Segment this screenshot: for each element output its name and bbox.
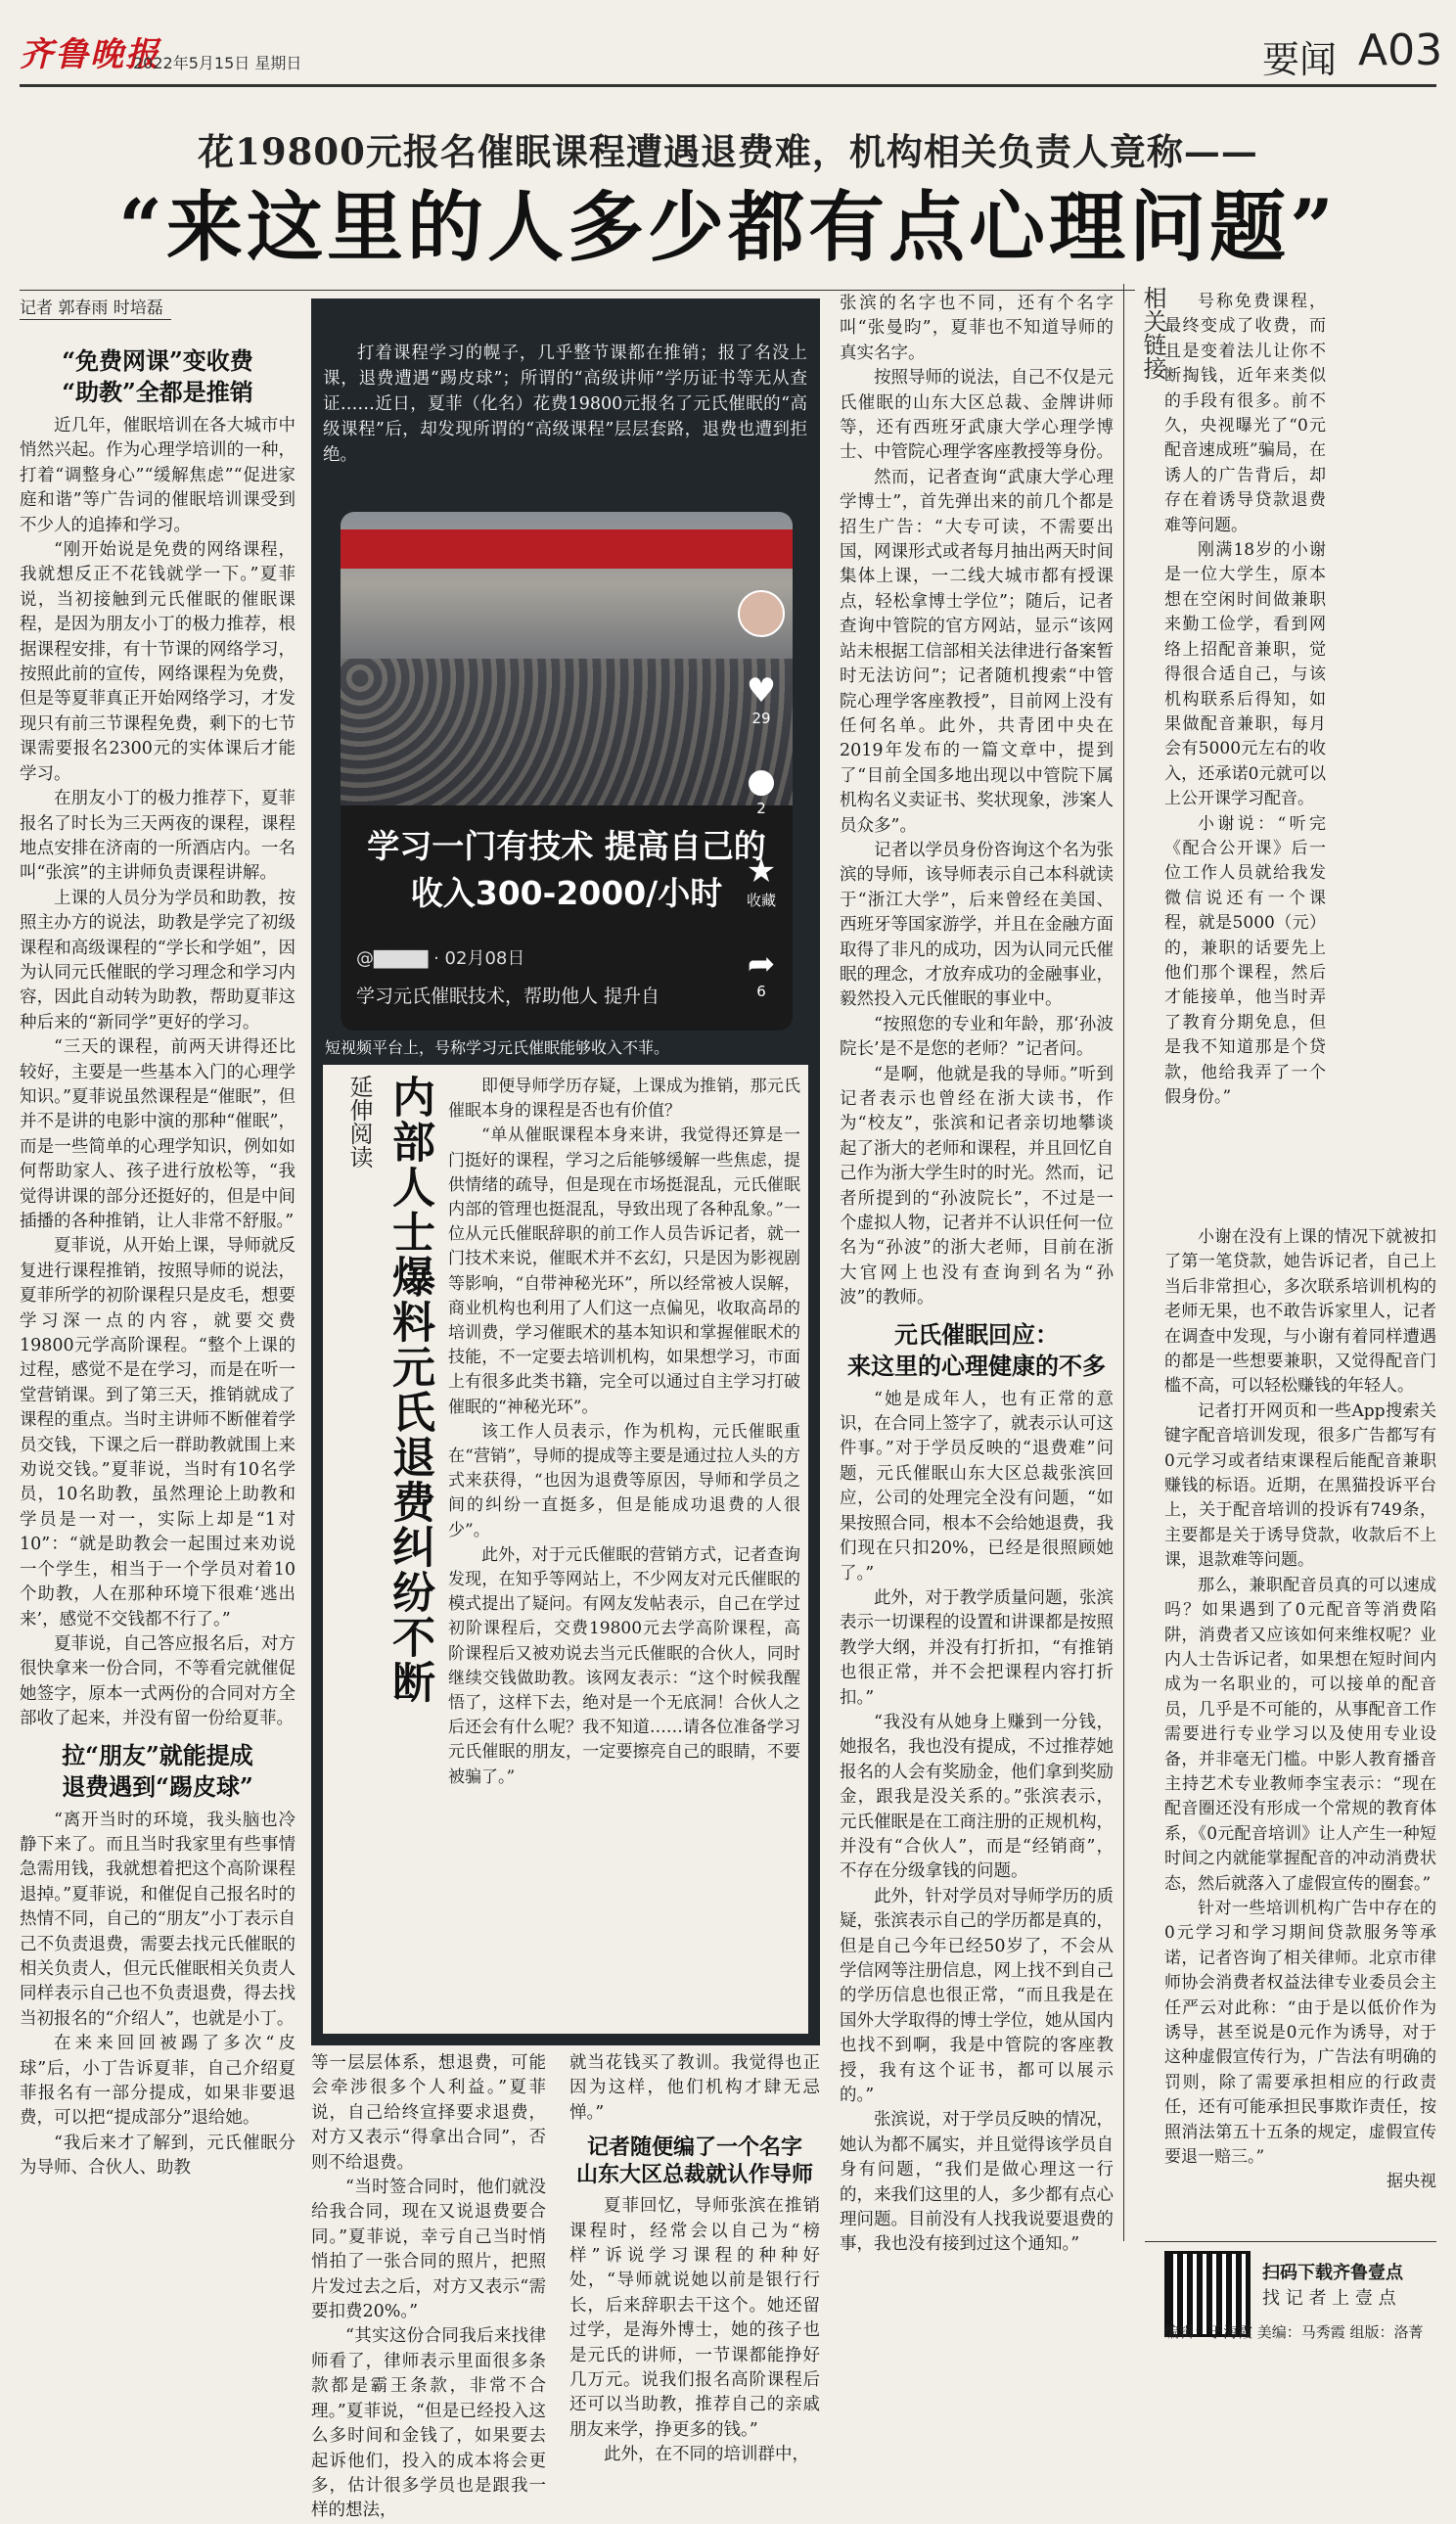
paragraph: 夏菲回忆，导师张滨在推销课程时，经常会以自己为“榜样”诉说学习课程的种种好处，“导师就说她以前是银行行长，后来辞职去干这个。她还留过学，是海外博士，她的孩子也是元氏的讲师，一节课都能挣好几万元。说我们报名高阶课程后还可以当助教，推荐自己的亲戚朋友来学，挣更多的钱。” <box>569 2196 820 2440</box>
subhead-4 <box>840 1319 1114 1382</box>
extended-body <box>448 1075 800 1790</box>
paragraph: 在朋友小丁的极力推荐下，夏菲报名了时长为三天两夜的课程，课程地点安排在济南的一所酒店内。一名叫“张滨”的主讲师负责课程讲解。 <box>20 789 296 884</box>
audience-rows <box>341 659 793 805</box>
paragraph: 等一层层体系，想退费，可能会牵涉很多个人利益。”夏菲说，自己给终宣择要求退费，对方又表示“得拿出合同”，否则不给退费。 <box>311 2053 546 2173</box>
creator-avatar <box>736 590 787 637</box>
paper-logo: 齐鲁晚报 <box>20 35 160 74</box>
video-screenshot <box>341 512 793 1031</box>
subhead-1-line1: “免费网课”变收费 <box>62 346 253 375</box>
paragraph: 然而，记者查询“武康大学心理学博士”，首先弹出来的前几个都是招生广告：“大专可读，不需要出国，网课形式或者每月抽出两天时间集体上课，一二线大城市都有授课点，轻松拿博士学位”；随后，记者查询中管院的官方网站，显示“该网站未根据工信部相关法律进行备案暂时无法访问”；记者随机搜索“中管院心理学客座教授”，目前网上没有任何名单。此外，共青团中央在2019年发布的一篇文章中，提到了“目前全国多地出现以中管院下属机构名义卖证书、奖状现象，涉案人员众多”。 <box>840 467 1114 836</box>
section-name: 要闻 <box>1262 38 1338 81</box>
byline: 记者 郭春雨 时培磊 <box>20 298 163 318</box>
kicker-headline: 花19800元报名催眠课程遭遇退费难，机构相关负责人竟称—— <box>198 130 1258 173</box>
paragraph: 夏菲说，自己答应报名后，对方很快拿来一份合同，不等看完就催促她签字，原本一式两份的合同对方全部收了起来，并没有留一份给夏菲。 <box>20 1633 296 1729</box>
star-icon: ★ <box>746 851 777 891</box>
related-source: 据央视 <box>1387 2172 1436 2192</box>
paragraph: 小谢说：“听完《配合公开课》后一位工作人员就给我发微信说还有一个课程，就是5000（元）的，兼职的话要先上他们那个课程，然后才能接单，他当时弄了教育分期免息，但是我不知道那是个贷款，他给我弄了一个假身份。” <box>1164 813 1326 1107</box>
subhead-2-line2: 退费遇到“踢皮球” <box>62 1771 253 1801</box>
like-count: 29 <box>751 710 771 727</box>
paragraph: 小谢在没有上课的情况下就被扣了第一笔贷款，她告诉记者，自己上当后非常担心，多次联系培训机构的老师无果，也不敢告诉家里人，记者在调查中发现，与小谢有着同样遭遇的都是一些想要兼职，又觉得配音门槛不高，可以轻松赚钱的年轻人。 <box>1164 1227 1436 1397</box>
paragraph: “按照您的专业和年龄，那‘孙波院长’是不是您的老师？”记者问。 <box>840 1014 1114 1060</box>
paragraph: 即便导师学历存疑，上课成为推销，那元氏催眠本身的课程是否也有价值？ <box>448 1077 800 1122</box>
qr-promo <box>1262 2261 1403 2312</box>
qr-line1: 扫码下载齐鲁壹点 <box>1262 2263 1403 2283</box>
paragraph: 夏菲说，从开始上课，导师就反复进行课程推销，按照导师的说法，夏菲所学的初阶课程只是皮毛，想要学习深一点的内容，就要交费19800元学高阶课程。“整个上课的过程，感觉不是在学习，而是在听一堂营销课。到了第三天，推销就成了课程的重点。当时主讲师不断催着学员交钱，下课之后一群助教就围上来劝说交钱。”夏菲说，当时有10名学员，10名助教，虽然理论上助教和学员是一对一，实际上却是“1对10”：“就是助教会一起围过来劝说一个学生，相当于一个学员对着10个助教，人在那种环境下很难‘逃出来’，感觉不交钱都不行了。” <box>20 1236 296 1629</box>
main-headline: “来这里的人多少都有点心理问题” <box>118 183 1338 272</box>
column-3 <box>311 2051 546 2524</box>
paragraph: 张滨说，对于学员反映的情况，她认为都不属实，并且觉得该学员自身有问题，“我们是做心理这一行的，来我们这里的人，多少都有点心理问题。目前没有人找我说要退费的事，我也没有接到过这个通知。” <box>840 2110 1114 2255</box>
paragraph: 此外，对于元氏催眠的营销方式，记者查询发现，在知乎等网站上，不少网友对元氏催眠的模式提出了疑问。有网友发帖表示，自己在学过初阶课程后，交费19800元去学高阶课程，高阶课程后又被劝说去当元氏催眠的合伙人，同时继续交钱做助教。该网友表示：“这个时候我醒悟了，这样下去，绝对是一个无底洞！合伙人之后还会有什么呢？我不知道……请各位准备学习元氏催眠的朋友，一定要擦亮自己的眼睛，不要被骗了。” <box>448 1544 800 1787</box>
qr-line2: 找 记 者 上 壹 点 <box>1262 2288 1396 2309</box>
subhead-2 <box>20 1740 296 1803</box>
heart-icon: ♥ <box>746 671 777 711</box>
related-headline-block <box>1333 286 1456 889</box>
paragraph: “其实这份合同我后来找律师看了，律师表示里面很多条款都是霸王条款，非常不合理。”夏菲说，“但是已经投入这么多时间和金钱了，如果要去起诉他们，投入的成本将会更多，估计很多学员也是跟我一样的想法， <box>311 2326 546 2521</box>
paragraph: 刚满18岁的小谢是一位大学生，原本想在空闲时间做兼职来勤工俭学，看到网络上招配音兼职，觉得很合适自己，与该机构联系后得知，如果做配音兼职，每月会有5000元左右的收入，还承诺0元就可以上公开课学习配音。 <box>1164 540 1326 809</box>
comment-icon: ● <box>747 761 776 801</box>
panel-intro <box>323 341 807 468</box>
paragraph: 此外，在不同的培训群中， <box>604 2445 809 2465</box>
subhead-3-line2: 山东大区总裁就认作导师 <box>575 2162 813 2188</box>
paragraph: “是啊，他就是我的导师。”听到记者表示也曾经在浙大读书，作为“校友”，张滨和记者亲切地攀谈起了浙大的老师和课程，并且回忆自己作为浙大学生时的时光。然而，记者所提到的“孙波院长”，不过是一个虚拟人物，记者并不认识任何一位名为“孙波”的浙大老师，目前在浙大官网上也没有查询到名为“孙波”的教师。 <box>840 1064 1114 1308</box>
paragraph: “离开当时的环境，我头脑也冷静下来了。而且当时我家里有些事情急需用钱，我就想着把这个高阶课程退掉。”夏菲说，和催促自己报名时的热情不同，自己的“朋友”小丁表示自己不负责退费，需要去找元氏催眠的相关负责人，但元氏催眠相关负责人同样表示自己也不负责退费，得去找当初报名的“介绍人”，也就是小丁。 <box>20 1810 296 2029</box>
paragraph: 那么，兼职配音员真的可以速成吗？如果遇到了0元配音等消费陷阱，消费者又应该如何来维权呢？业内人士告诉记者，如果想在短时间内成为一名职业的，可以接单的配音员，几乎是不可能的，从事配音工作需要进行专业学习以及使用专业设备，并非毫无门槛。中影人教育播音主持艺术专业教师李宝表示：“现在配音圈还没有形成一个常规的教育体系，《0元配音培训》让人产生一种短时间之内就能掌握配音的冲动消费状态，然后就落入了虚假宣传的圈套。” <box>1164 1575 1436 1894</box>
editor-credits: 编辑：于海霞 美编：马秀霞 组版：洛菁 <box>1164 2323 1424 2341</box>
subhead-1-line2: “助教”全都是推销 <box>62 378 253 406</box>
column-5 <box>840 292 1114 2337</box>
related-body-narrow <box>1164 290 1326 1110</box>
paragraph: 近几年，催眠培训在各大城市中悄然兴起。作为心理学培训的一种，打着“调整身心”“缓解焦虑”“促进家庭和谐”等广告词的催眠培训课受到不少人的追捧和学习。 <box>20 416 296 535</box>
overlay-line2: 收入300-2000/小时 <box>410 874 723 912</box>
video-author: @▇▇▇▇ · 02月08日 <box>356 948 525 969</box>
panel-intro-text: 打着课程学习的幌子，几乎整节课都在推销；报了名没上课，退费遭遇“踢皮球”；所谓的“高级讲师”学历证书等无从查证……近日，夏菲（化名）花费19800元报名了元氏催眠的“高级课程”后，却发现所谓的“高级课程”层层套路，退费也遭到拒绝。 <box>323 344 807 465</box>
overlay-line1: 学习一门有技术 提高自己的 <box>367 827 766 865</box>
paragraph: 此外，针对学员对导师学历的质疑，张滨表示自己的学历都是真的，但是自己今年已经50岁了，不会从学信网等注册信息，网上找不到自己的学历信息也很正常，“而且我是在国外大学取得的博士学位，她从国内也找不到啊，我是中管院的客座教授，我有这个证书，都可以展示的。” <box>840 1886 1114 2106</box>
stage-banner <box>341 529 793 569</box>
video-overlay-caption <box>341 823 793 917</box>
subhead-3 <box>569 2134 820 2188</box>
paragraph: “单从催眠课程本身来讲，我觉得还算是一门挺好的课程，学习之后能够缓解一些焦虑，提供情绪的疏导，但是现在市场挺混乱，元氏催眠内部的管理也挺混乱，导致出现了各种乱象。”一位从元氏催眠辞职的前工作人员告诉记者，就一门技术来说，催眠术并不玄幻，只是因为影视剧等影响，“自带神秘光环”，所以经常被人误解，商业机构也利用了人们这一点偏见，收取高昂的培训费，学习催眠术的基本知识和掌握催眠术的技能，不一定要去培训机构，如果想学习，市面上有很多此类书籍，完全可以通过自主学习打破催眠的“神秘光环”。 <box>448 1125 800 1417</box>
masthead <box>0 0 1456 82</box>
paragraph: 针对一些培训机构广告中存在的0元学习和学习期间贷款服务等承诺，记者咨询了相关律师。北京市律师协会消费者权益法律专业委员会主任严云对此称：“由于是以低价作为诱导，甚至说是0元作为诱导，对于这种虚假宣传行为，广告法有明确的罚则，除了需要承担相应的行政责任，还有可能承担民事欺诈责任，按照消法第五十五条的规定，虚假宣传要退一赔三。” <box>1164 1898 1436 2168</box>
comment-counter <box>736 762 787 817</box>
page-number: A03 <box>1358 25 1443 75</box>
paragraph: “三天的课程，前两天讲得还比较好，主要是一些基本入门的心理学知识。”夏菲说虽然课程是“催眠”，但并不是讲的电影中演的那种“催眠”，而是一些简单的心理学知识，例如如何帮助家人、孩子进行放松等，“我觉得讲课的部分还挺好的，但是中间插播的各种推销，让人非常不舒服。” <box>20 1037 296 1231</box>
paragraph: 就当花钱买了教训。我觉得也正因为这样，他们机构才肆无忌惮。” <box>569 2053 820 2123</box>
column-1 <box>20 338 296 2181</box>
paragraph: 号称免费课程，最终变成了收费，而且是变着法儿让你不断掏钱，近年来类似的手段有很多。前不久，央视曝光了“0元配音速成班”骗局，在诱人的广告背后，却存在着诱导贷款退费难等问题。 <box>1164 292 1326 535</box>
paragraph: 张滨的名字也不同，还有个名字叫“张曼昀”，夏菲也不知道导师的真实名字。 <box>840 294 1114 363</box>
subhead-3-line1: 记者随便编了一个名字 <box>586 2134 802 2161</box>
byline-rule <box>20 319 171 320</box>
avatar <box>738 590 785 637</box>
paragraph: 在来来回回被踢了多次“皮球”后，小丁告诉夏菲，自己介绍夏菲报名有一部分提成，如果非要退费，可以把“提成部分”退给她。 <box>20 2034 296 2129</box>
column-4 <box>569 2051 820 2468</box>
subhead-2-line1: 拉“朋友”就能提成 <box>62 1740 253 1769</box>
extended-label: 延伸阅读 <box>345 1075 373 1169</box>
like-counter <box>736 672 787 727</box>
related-label: 相关链接 <box>1139 286 1166 380</box>
header-rule <box>20 84 1436 87</box>
extended-headline: 内部人士爆料元氏退费纠纷不断 <box>385 1075 434 1705</box>
paragraph: “我后来才了解到，元氏催眠分为导师、合伙人、助教 <box>20 2133 296 2179</box>
headline-rule <box>20 290 1135 291</box>
column-divider <box>1123 284 1124 2241</box>
paragraph: “刚开始说是免费的网络课程，我就想反正不花钱就学一下。”夏菲说，当初接触到元氏催眠的催眠课程，是因为朋友小丁的极力推荐，根据课程安排，有十节课的网络学习，按照此前的宣传，网络课程为免费，但是等夏菲真正开始网络学习，才发现只有前三节课程免费，剩下的七节课需要报名2300元的实体课后才能学习。 <box>20 540 296 784</box>
video-description: 学习元氏催眠技术，帮助他人 提升自 <box>356 986 660 1007</box>
paragraph: 记者打开网页和一些App搜索关键字配音培训发现，很多广告都写有0元学习或者结束课程后能配音兼职赚钱的标语。近期，在黑猫投诉平台上，关于配音培训的投诉有749条，主要都是关于诱导贷款，收款后不上课，退款难等问题。 <box>1164 1400 1436 1571</box>
subhead-4-line2: 来这里的心理健康的不多 <box>847 1351 1106 1380</box>
paragraph: 此外，对于教学质量问题，张滨表示一切课程的设置和讲课都是按照教学大纲，并没有打折扣，“有推销也很正常，并不会把课程内容打折扣。” <box>840 1587 1114 1708</box>
paragraph: 按照导师的说法，自己不仅是元氏催眠的山东大区总裁、金牌讲师等，还有西班牙武康大学心理学博士、中管院心理学客座教授等身份。 <box>840 368 1114 463</box>
related-body-wide <box>1164 1225 1436 2195</box>
paragraph: “我没有从她身上赚到一分钱，她报名，我也没有提成，不过推荐她报名的人会有奖励金，他们拿到奖励金，跟我是没关系的。”张滨表示，元氏催眠是在工商注册的正规机构，并没有“合伙人”，而是“经销商”，不存在分级拿钱的问题。 <box>840 1712 1114 1882</box>
favorite-label: 收藏 <box>746 892 776 909</box>
paragraph: “当时签合同时，他们就没给我合同，现在又说退费要合同。”夏菲说，幸亏自己当时悄悄拍了一张合同的照片，把照片发过去之后，对方又表示“需要扣费20%。” <box>311 2178 546 2322</box>
paragraph: 记者以学员身份咨询这个名为张滨的导师，该导师表示自己本科就读于“浙江大学”，后来曾经在美国、西班牙等国家游学，并且在金融方面取得了非凡的成功，因为认同元氏催眠的理念，才放弃成功的金融事业，毅然投入元氏催眠的事业中。 <box>840 840 1114 1010</box>
share-arrow-icon: ➦ <box>747 944 776 984</box>
video-side-icons <box>736 590 787 1031</box>
subhead-4-line1: 元氏催眠回应： <box>894 1319 1059 1349</box>
photo-caption: 短视频平台上，号称学习元氏催眠能够收入不菲。 <box>325 1038 670 1057</box>
footer-rule <box>1145 2241 1436 2242</box>
share-counter <box>736 945 787 1000</box>
subhead-1 <box>20 345 296 408</box>
paragraph: 该工作人员表示，作为机构，元氏催眠重在“营销”，导师的提成等主要是通过拉人头的方式来获得，“也因为退费等原因，导师和学员之间的纠纷一直挺多，但是能成功退费的人很少”。 <box>448 1421 800 1540</box>
share-count: 6 <box>756 983 766 1000</box>
issue-date: 2022年5月15日 星期日 <box>133 54 302 72</box>
paragraph: “她是成年人，也有正常的意识，在合同上签字了，就表示认可这件事。”对于学员反映的“退费难”问题，元氏催眠山东大区总裁张滨回应，公司的处理完全没有问题，“如果按照合同，根本不会给她退费，我们现在只扣20%，已经是很照顾她了。” <box>840 1389 1114 1583</box>
paragraph: 上课的人员分为学员和助教，按照主办方的说法，助教是学完了初级课程和高级课程的“学长和学姐”，因为认同元氏催眠的学习理念和学习内容，因此自动转为助教，帮助夏菲这种后来的“新同学”更好的学习。 <box>20 888 296 1033</box>
comment-count: 2 <box>756 800 766 817</box>
